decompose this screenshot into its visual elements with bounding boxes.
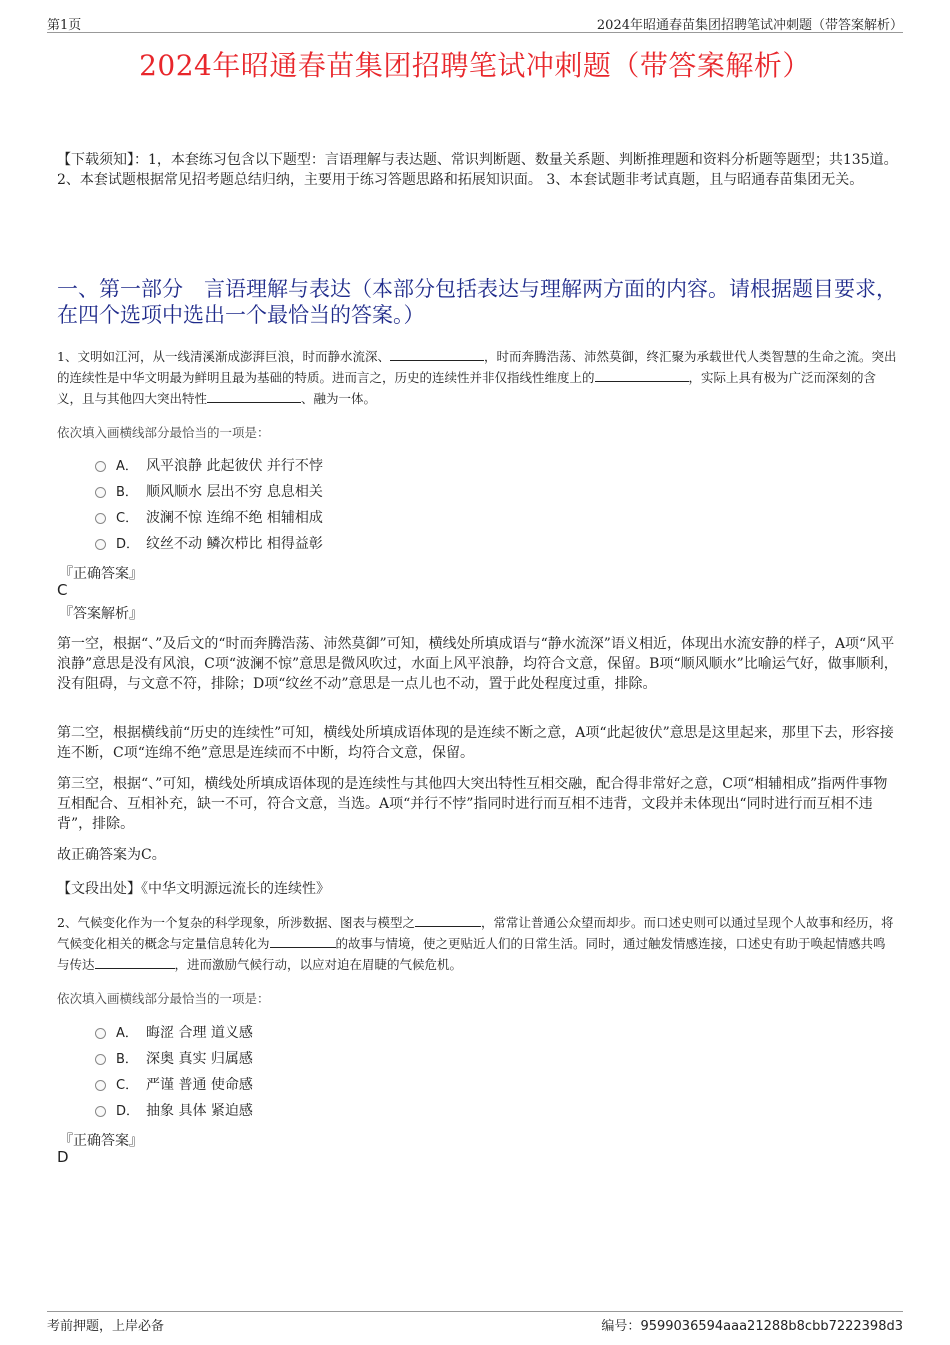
q2-text-part-2: ，常常让普通公众望而却步。而口述史则可以通过呈现个人故事和经历，将气候变化相关的概念与定量信息转化为: [57, 915, 894, 951]
q1-source: 【文段出处】《中华文明源远流长的连续性》: [57, 881, 330, 897]
q1-text-part-3: ，实际上具有极为广泛而深刻的含义，且与其他四大突出特性: [57, 370, 877, 406]
q1-answer-label: 『正确答案』: [59, 566, 143, 582]
radio-icon[interactable]: [95, 1054, 106, 1065]
section-heading: 一、第一部分 言语理解与表达（本部分包括表达与理解两方面的内容。请根据题目要求，在四个选项中选出一个最恰当的答案。）: [57, 277, 897, 327]
q1-option-a[interactable]: A． 风平浪静 此起彼伏 并行不悖: [95, 456, 323, 476]
question-1-prompt: 依次填入画横线部分最恰当的一项是：: [57, 425, 270, 440]
fill-blank: [207, 388, 301, 403]
q1-analysis-paragraph-1: 第一空，根据“、”及后文的“时而奔腾浩荡、沛然莫御”可知，横线处所填成语与“静水流深”语义相近，体现出水流安静的样子，A项“风平浪静”意思是没有风浪，C项“波澜不惊”意思是微风吹过，水面上风平浪静，均符合文意，保留。B项“顺风顺水”比喻运气好，做事顺利，没有阻碍，与文意不符，排除；D项“纹丝不动”意思是一点儿也不动，置于此处程度过重，排除。: [57, 636, 898, 692]
radio-icon[interactable]: [95, 461, 106, 472]
radio-icon[interactable]: [95, 1106, 106, 1117]
fill-blank: [595, 367, 689, 382]
question-1-text: [57, 346, 898, 409]
q2-answer-label: 『正确答案』: [59, 1133, 143, 1149]
page-header: [47, 14, 903, 33]
radio-icon[interactable]: [95, 1028, 106, 1039]
q2-option-a[interactable]: A． 晦涩 合理 道义感: [95, 1023, 253, 1043]
q2-text-part-1: 2、气候变化作为一个复杂的科学现象，所涉数据、图表与模型之: [57, 915, 415, 930]
q2-text-part-4: ，进而激励气候行动，以应对迫在眉睫的气候危机。: [174, 957, 463, 972]
q1-analysis-conclusion: 故正确答案为C。: [57, 847, 166, 863]
fill-blank: [390, 346, 484, 361]
q1-option-d[interactable]: D． 纹丝不动 鳞次栉比 相得益彰: [95, 534, 323, 554]
q1-analysis-label: 『答案解析』: [59, 606, 143, 622]
page-footer: [47, 1311, 903, 1332]
q1-text-part-1: 1、文明如江河，从一线清溪渐成澎湃巨浪，时而静水流深、: [57, 349, 390, 364]
q2-answer: D: [57, 1148, 69, 1166]
radio-icon[interactable]: [95, 1080, 106, 1091]
question-2-prompt: 依次填入画横线部分最恰当的一项是：: [57, 991, 270, 1006]
fill-blank: [95, 954, 175, 969]
question-2-text: [57, 912, 898, 975]
document-title: 2024年昭通春苗集团招聘笔试冲刺题（带答案解析）: [139, 49, 811, 82]
header-doc-title: 2024年昭通春苗集团招聘笔试冲刺题（带答案解析）: [596, 18, 903, 33]
q2-option-c[interactable]: C． 严谨 普通 使命感: [95, 1075, 253, 1095]
fill-blank: [415, 912, 481, 927]
q2-option-b[interactable]: B． 深奥 真实 归属感: [95, 1049, 253, 1069]
radio-icon[interactable]: [95, 513, 106, 524]
q2-text-part-3: 的故事与情境，使之更贴近人们的日常生活。同时，通过触发情感连接，口述史有助于唤起情感共鸣与传达: [57, 936, 886, 972]
footer-serial: 编号：9599036594aaa21288b8cbb7222398d3: [601, 1319, 903, 1334]
radio-icon[interactable]: [95, 487, 106, 498]
q1-analysis-paragraph-3: 第三空，根据“、”可知，横线处所填成语体现的是连续性与其他四大突出特性互相交融，配合得非常好之意，C项“相辅相成”指两件事物互相配合、互相补充，缺一不可，符合文意，当选。A项“并行不悖”指同时进行而互相不违背，文段并未体现出“同时进行而互相不违背”，排除。: [57, 776, 888, 832]
radio-icon[interactable]: [95, 539, 106, 550]
q1-option-c[interactable]: C． 波澜不惊 连绵不绝 相辅相成: [95, 508, 323, 528]
footer-slogan: 考前押题，上岸必备: [47, 1319, 165, 1334]
q1-text-part-4: 、融为一体。: [301, 391, 377, 406]
download-notice: 【下载须知】：1，本套练习包含以下题型：言语理解与表达题、常识判断题、数量关系题、判断推理题和资料分析题等题型；共135道。 2、本套试题根据常见招考题总结归纳，主要用于练习答题思路和拓展知识面。 3、本套试题非考试真题，且与昭通春苗集团无关。: [57, 152, 898, 188]
q2-option-d[interactable]: D． 抽象 具体 紧迫感: [95, 1101, 253, 1121]
q1-option-b[interactable]: B． 顺风顺水 层出不穷 息息相关: [95, 482, 323, 502]
fill-blank: [270, 933, 336, 948]
q1-analysis-paragraph-2: 第二空，根据横线前“历史的连续性”可知，横线处所填成语体现的是连续不断之意，A项“此起彼伏”意思是这里起来，那里下去，形容接连不断，C项“连绵不绝”意思是连续而不中断，均符合文意，保留。: [57, 725, 894, 761]
q1-answer: C: [57, 581, 68, 599]
q1-text-part-2: ，时而奔腾浩荡、沛然莫御，终汇聚为承载世代人类智慧的生命之流。突出的连续性是中华文明最为鲜明且最为基础的特质。进而言之，历史的连续性并非仅指线性维度上的: [57, 349, 897, 385]
page-number: 第1页: [47, 18, 82, 33]
